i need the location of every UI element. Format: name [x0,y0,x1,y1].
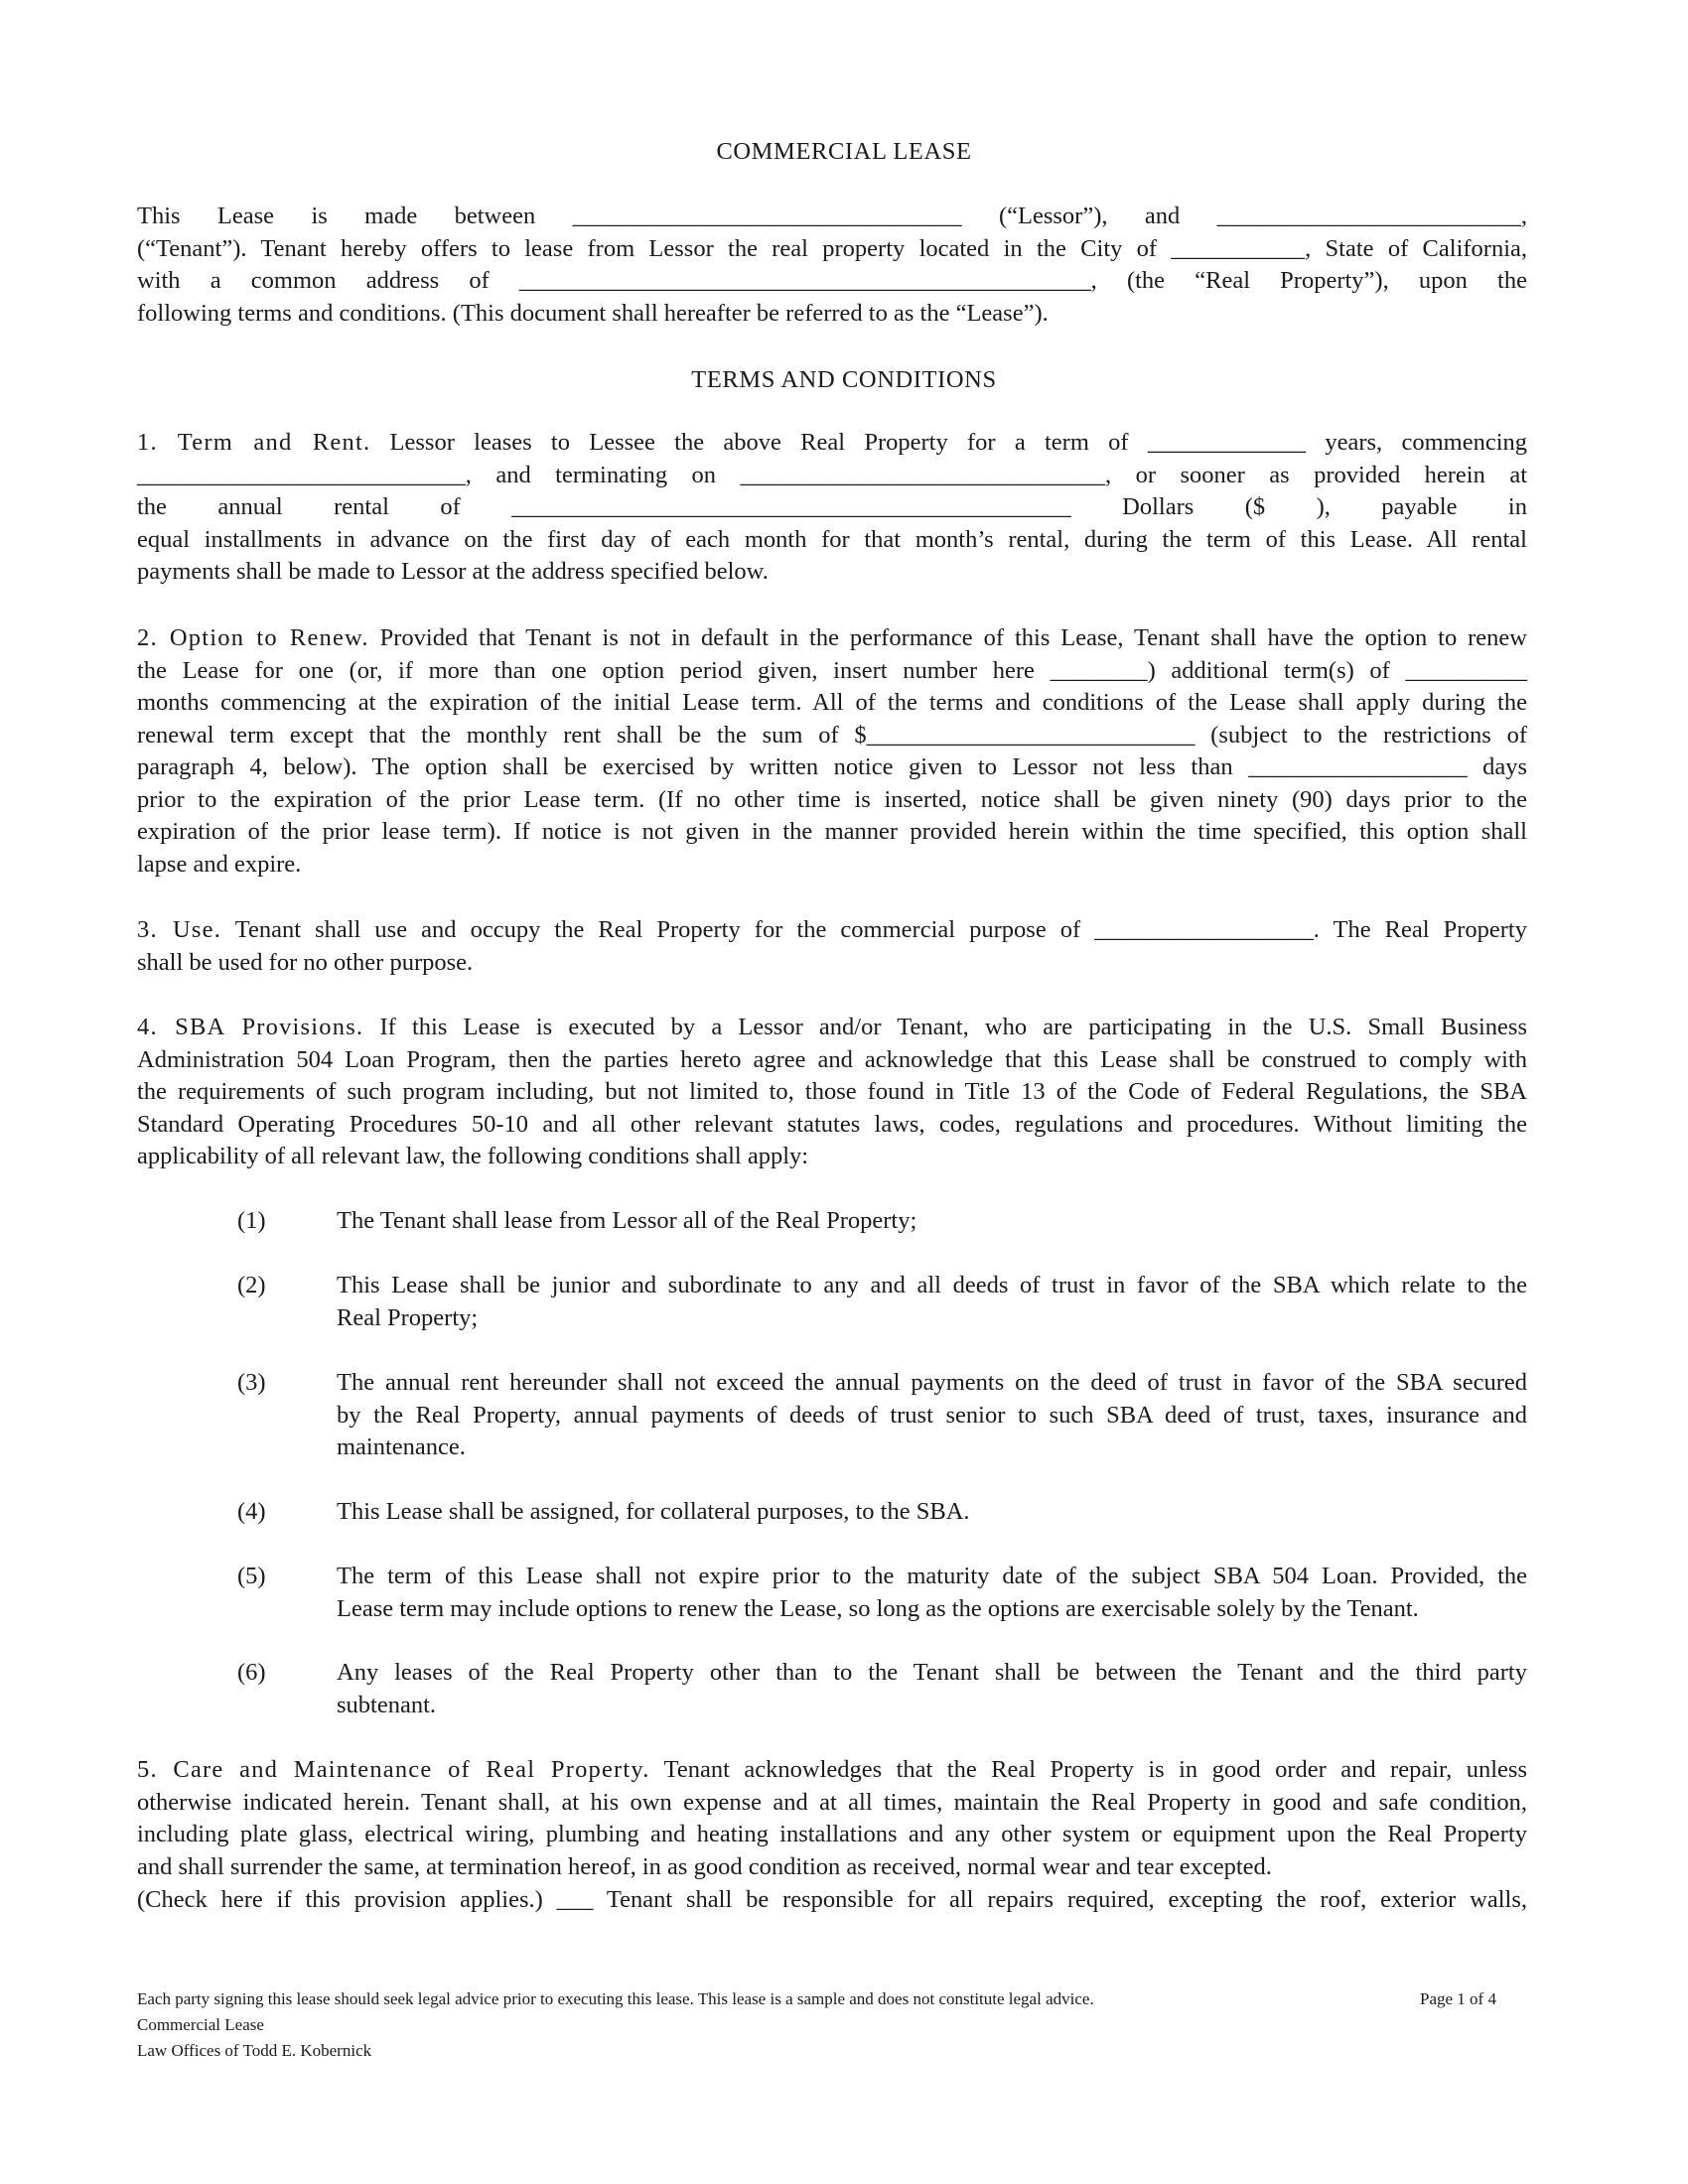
section-line: including plate glass, electrical wiring, plumbing and heating installations and any other system or equipment upon the Real Property [137,1821,1527,1847]
section-line: paragraph 4, below). The option shall be exercised by written notice given to Lessor not less than __________________ days [137,753,1527,780]
section-heading: 4. SBA Provisions. [137,1014,364,1040]
condition-number: (6) [237,1659,266,1686]
check-provision-paragraph [137,1884,1527,1917]
footer-firm-name: Law Offices of Todd E. Kobernick [137,2041,372,2060]
section-heading: 2. Option to Renew. [137,624,369,651]
intro-line: following terms and conditions. (This document shall hereafter be referred to as the “Lease”). [137,299,1049,327]
intro-line: This Lease is made between ________________________________ (“Lessor”), and _________________________, [137,203,1527,229]
section-option-to-renew [137,622,1527,881]
section-line: the Lease for one (or, if more than one option period given, insert number here ________) additional term(s) of __________ [137,656,1527,684]
condition-text: The term of this Lease shall not expire prior to the maturity date of the subject SBA 504 Loan. Provided, the [337,1563,1527,1589]
section-line: renewal term except that the monthly rent shall be the sum of $___________________________ (subject to the restrictions of [137,721,1527,749]
condition-text: This Lease shall be junior and subordinate to any and all deeds of trust in favor of the SBA which relate to the [337,1272,1527,1298]
section-line: applicability of all relevant law, the following conditions shall apply: [137,1143,809,1169]
section-heading: 1. Term and Rent. [137,429,371,456]
intro-paragraph [137,201,1527,330]
footer-document-name: Commercial Lease [137,2015,264,2034]
condition-text: subtenant. [337,1691,437,1718]
footer-disclaimer: Each party signing this lease should seek legal advice prior to executing this lease. This lease is a sample and does not constitute legal advice. [137,1989,1094,2008]
section-use [137,914,1527,979]
terms-heading: TERMS AND CONDITIONS [691,366,997,393]
section-line: and shall surrender the same, at termination hereof, in as good condition as received, normal wear and tear excepted. [137,1852,1272,1880]
section-care-and-maintenance [137,1754,1527,1883]
section-line: equal installments in advance on the first day of each month for that month’s rental, during the term of this Lease. All rental [137,525,1527,553]
section-text: Tenant shall use and occupy the Real Property for the commercial purpose of __________________. The Real Property [221,916,1527,943]
section-line: the requirements of such program including, but not limited to, those found in Title 13 of the Code of Federal Regulations, the SBA [137,1078,1527,1105]
section-text: Lessor leases to Lessee the above Real Property for a term of _____________ years, commencing [370,429,1527,456]
section-line: shall be used for no other purpose. [137,948,474,976]
section-text: If this Lease is executed by a Lessor and/or Tenant, who are participating in the U.S. Small Business [363,1014,1527,1040]
section-line: Standard Operating Procedures 50-10 and all other relevant statutes laws, codes, regulations and procedures. Without limiting the [137,1110,1527,1138]
condition-text: Any leases of the Real Property other than to the Tenant shall be between the Tenant and the third party [337,1659,1527,1686]
section-text: Provided that Tenant is not in default in the performance of this Lease, Tenant shall have the option to renew [368,624,1527,651]
section-sba-provisions [137,1012,1527,1173]
condition-text: Real Property; [337,1303,479,1331]
intro-line: with a common address of _______________________________________________, (the “Real Property”), upon the [137,267,1527,294]
condition-text: by the Real Property, annual payments of deeds of trust senior to such SBA deed of trust, taxes, insurance and [337,1401,1527,1429]
document-title: COMMERCIAL LEASE [716,138,972,165]
condition-text: The annual rent hereunder shall not exceed the annual payments on the deed of trust in favor of the SBA secured [337,1369,1527,1396]
section-heading: 5. Care and Maintenance of Real Property. [137,1756,650,1783]
section-line: prior to the expiration of the prior Lease term. (If no other time is inserted, notice shall be given ninety (90) days prior to the [137,785,1527,813]
section-line: expiration of the prior lease term). If notice is not given in the manner provided herein within the time specified, this option shall [137,818,1527,845]
condition-text: Lease term may include options to renew the Lease, so long as the options are exercisable solely by the Tenant. [337,1594,1419,1622]
condition-number: (5) [237,1563,266,1589]
condition-number: (4) [237,1498,266,1525]
condition-number: (2) [237,1272,266,1298]
intro-line: (“Tenant”). Tenant hereby offers to lease from Lessor the real property located in the City of ___________, State of California, [137,234,1527,262]
section-heading: 3. Use. [137,916,222,943]
condition-text: The Tenant shall lease from Lessor all of the Real Property; [337,1207,917,1234]
section-line: the annual rental of ______________________________________________ Dollars ($ ), payable in [137,493,1527,520]
condition-number: (3) [237,1369,266,1396]
section-term-and-rent [137,427,1527,589]
section-line: lapse and expire. [137,850,302,878]
section-line: otherwise indicated herein. Tenant shall, at his own expense and at all times, maintain the Real Property in good and safe condition, [137,1788,1527,1816]
section-line: months commencing at the expiration of the initial Lease term. All of the terms and conditions of the Lease shall apply during the [137,689,1527,716]
section-line: ___________________________, and terminating on ______________________________, or sooner as provided herein at [137,461,1527,488]
section-text: Tenant acknowledges that the Real Property is in good order and repair, unless [649,1756,1528,1783]
condition-text: maintenance. [337,1433,466,1460]
page-number: Page 1 of 4 [1420,1989,1496,2008]
condition-number: (1) [237,1207,266,1234]
section-line: Administration 504 Loan Program, then the parties hereto agree and acknowledge that this Lease shall be construed to comply with [137,1045,1527,1073]
condition-text: This Lease shall be assigned, for collateral purposes, to the SBA. [337,1498,970,1525]
section-line: payments shall be made to Lessor at the address specified below. [137,558,769,585]
check-provision-line: (Check here if this provision applies.) ___ Tenant shall be responsible for all repairs required, excepting the roof, exterior walls, [137,1886,1527,1913]
page-footer [137,1986,1527,2064]
